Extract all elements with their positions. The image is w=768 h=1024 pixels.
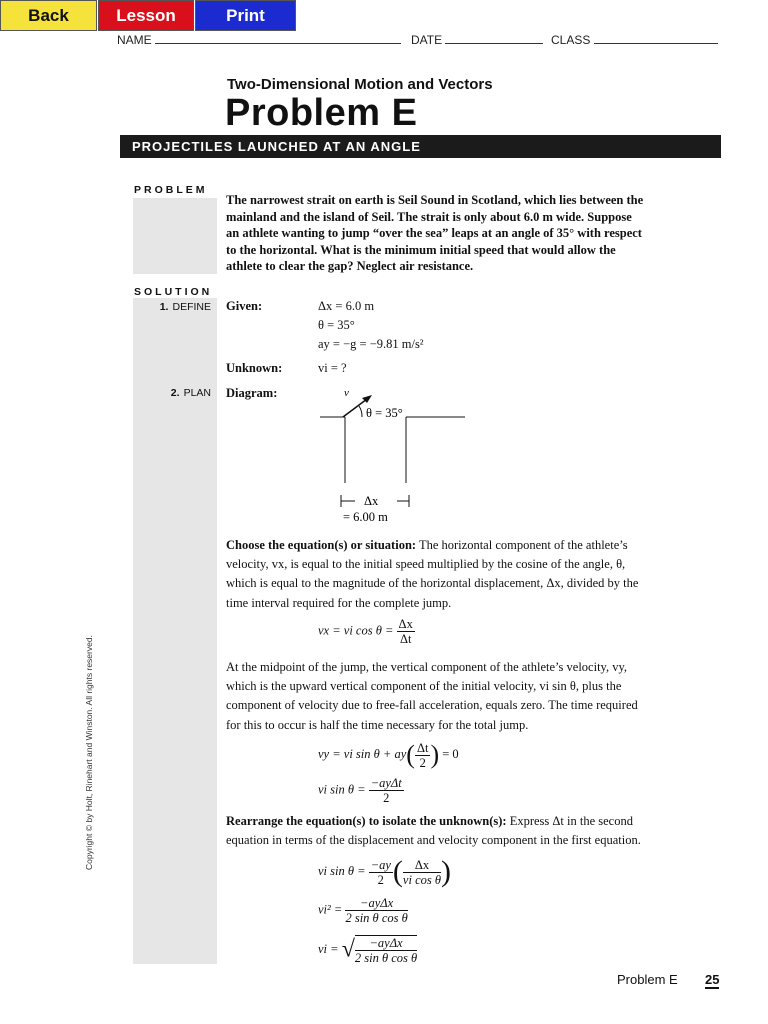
- eq5-denominator: 2 sin θ cos θ: [345, 911, 408, 925]
- problem-section-label: PROBLEM: [134, 184, 208, 196]
- diagram-label: Diagram:: [226, 386, 278, 400]
- step-plan-name: PLAN: [183, 387, 211, 399]
- eq2-right-paren: ): [430, 740, 440, 769]
- class-label: CLASS: [551, 33, 591, 47]
- eq2-numerator: Δt: [416, 740, 429, 755]
- eq5-lhs: vi² =: [318, 902, 343, 917]
- eq1-denominator: Δt: [399, 632, 412, 646]
- given-label: Given:: [226, 299, 263, 313]
- class-blank: [594, 33, 718, 44]
- choose-heading: Choose the equation(s) or situation:: [226, 538, 417, 552]
- given-angle: θ = 35°: [318, 318, 355, 332]
- equation-speed: [318, 935, 417, 965]
- date-blank: [445, 33, 543, 44]
- eq4-numerator-2: Δx: [403, 858, 441, 873]
- name-field: [117, 33, 401, 47]
- lesson-button[interactable]: Lesson: [98, 0, 194, 31]
- velocity-label: v: [344, 387, 349, 399]
- footer-problem-label: Problem E: [617, 972, 678, 987]
- step-define: [135, 301, 211, 313]
- eq3-lhs: vi sin θ =: [318, 782, 366, 797]
- midpoint-paragraph: At the midpoint of the jump, the vertical component of the athlete’s velocity, vy, which is the upward vertical component of the initial velocity, vi sin θ, plus the component of velocity due to free-fall acceleration, equals zero. The time required for this to occur is half the time necessary for the total jump.: [226, 660, 638, 732]
- unknown-label: Unknown:: [226, 361, 283, 375]
- eq3-numerator: −ayΔt: [370, 776, 402, 790]
- equation-vertical-initial: [318, 776, 404, 805]
- eq4-lhs: vi sin θ =: [318, 863, 366, 878]
- eq6-lhs: vi =: [318, 941, 339, 956]
- copyright-notice: Copyright © by Holt, Rinehart and Winston. All rights reserved.: [84, 635, 94, 870]
- rearrange-heading: Rearrange the equation(s) to isolate the unknown(s):: [226, 814, 507, 828]
- equation-speed-squared: [318, 896, 408, 925]
- eq1-numerator: Δx: [398, 617, 413, 631]
- eq4-numerator-1: −ay: [370, 857, 391, 872]
- angle-arc: [359, 406, 362, 417]
- rearrange-body: Express Δt in the second equation in terms of the displacement and velocity component in the first equation.: [226, 814, 641, 848]
- eq4-left-paren: (: [392, 855, 403, 888]
- jump-diagram: [310, 383, 480, 528]
- page-number: 25: [705, 972, 720, 987]
- eq5-numerator: −ayΔx: [345, 896, 407, 911]
- step-define-number: 1.: [159, 301, 169, 313]
- eq6-numerator: −ayΔx: [355, 936, 417, 951]
- step-plan: [135, 387, 211, 399]
- step-define-name: DEFINE: [172, 301, 211, 313]
- problem-statement: The narrowest strait on earth is Seil Sound in Scotland, which lies between the mainland and the island of Seil. The strait is only about 6.0 m wide. Suppose an athlete wanting to jump “over the sea” leaps at an angle of 35° with respect to the horizontal. What is the minimum initial speed that would allow the athlete to clear the gap? Neglect air resistance.: [226, 193, 644, 273]
- dx-value: = 6.00 m: [343, 510, 388, 524]
- eq2-lhs: vy = vi sin θ + ay: [318, 746, 407, 761]
- unknown-value: vi = ?: [318, 361, 347, 375]
- equation-substituted: [318, 855, 451, 889]
- class-field: [551, 33, 718, 47]
- problem-margin-bar: [133, 198, 217, 274]
- step-plan-number: 2.: [170, 387, 180, 399]
- solution-section-label: SOLUTION: [134, 286, 213, 298]
- chapter-subtitle: Two-Dimensional Motion and Vectors: [227, 76, 493, 93]
- eq4-denominator-2: vi cos θ: [402, 872, 441, 887]
- given-displacement: Δx = 6.0 m: [318, 299, 375, 313]
- date-field: [411, 33, 543, 47]
- name-label: NAME: [117, 33, 152, 47]
- page-title: Problem E: [225, 92, 418, 134]
- equation-vertical-velocity: [318, 740, 459, 770]
- eq3-fraction: [369, 776, 404, 805]
- square-root-sign: √: [341, 936, 355, 963]
- eq2-rhs: = 0: [442, 746, 459, 761]
- eq4-fraction-1: [369, 858, 393, 887]
- choose-body: The horizontal component of the athlete’s velocity, vx, is equal to the initial speed multiplied by the cosine of the angle, θ, which is equal to the magnitude of the horizontal displacement, Δx, divided by the time interval required for the complete jump.: [226, 538, 639, 610]
- eq2-fraction: [415, 741, 431, 770]
- rearrange-paragraph: [226, 812, 644, 850]
- section-banner: PROJECTILES LAUNCHED AT AN ANGLE: [120, 135, 721, 158]
- eq4-right-paren: ): [441, 855, 451, 888]
- eq2-left-paren: (: [406, 740, 415, 769]
- date-label: DATE: [411, 33, 443, 47]
- eq6-denominator: 2 sin θ cos θ: [354, 951, 418, 965]
- eq4-fraction-2: [403, 858, 441, 887]
- dx-label: Δx: [364, 494, 379, 508]
- equation-horizontal-velocity: [318, 617, 415, 646]
- back-button[interactable]: Back: [0, 0, 97, 31]
- choose-equation-paragraph: [226, 536, 644, 613]
- given-acceleration: ay = −g = −9.81 m/s²: [318, 337, 424, 351]
- eq6-fraction: [355, 935, 417, 965]
- velocity-vector: [343, 399, 367, 417]
- name-blank: [155, 33, 401, 44]
- eq2-denominator: 2: [419, 755, 426, 770]
- eq1-fraction: [397, 617, 415, 646]
- eq1-lhs: vx = vi cos θ =: [318, 623, 394, 638]
- eq5-fraction: [345, 896, 407, 925]
- eq3-denominator: 2: [383, 791, 390, 805]
- eq4-denominator-1: 2: [377, 872, 384, 887]
- angle-label: θ = 35°: [366, 406, 403, 420]
- print-button[interactable]: Print: [195, 0, 296, 31]
